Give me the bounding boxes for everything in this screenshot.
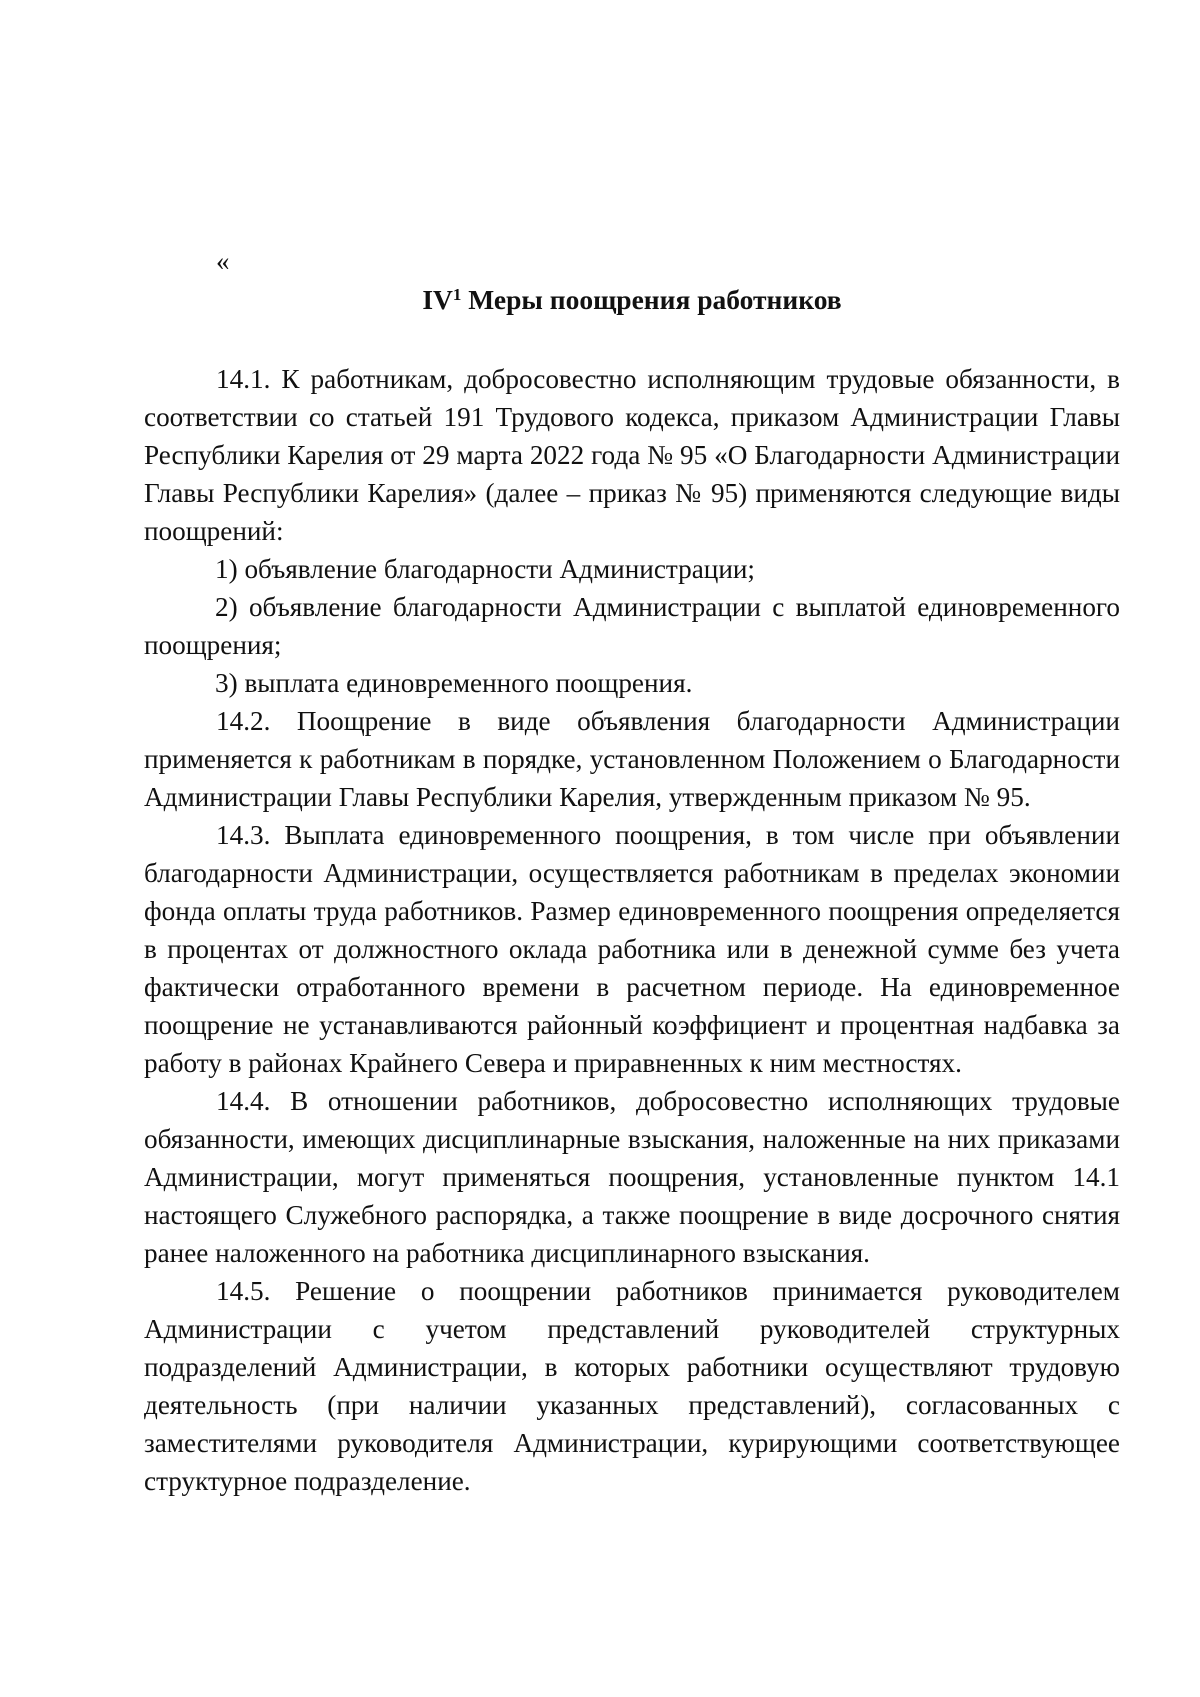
section-title [144, 282, 1120, 318]
paragraph-14-1: 14.1. К работникам, добросовестно исполняющим трудовые обязанности, в соответствии со статьей 191 Трудового кодекса, приказом Администрации Главы Республики Карелия от 29 марта 2022 года № 95 «О Благодарности Администрации Главы Республики Карелия» (далее – приказ № 95) применяются следующие виды поощрений: [144, 364, 1120, 546]
list-item-2: 2) объявление благодарности Администрации с выплатой единовременного поощрения; [144, 592, 1120, 660]
section-title-text: Меры поощрения работников [461, 284, 842, 315]
document-body [144, 360, 1120, 1500]
paragraph-14-4: 14.4. В отношении работников, добросовестно исполняющих трудовые обязанности, имеющих дисциплинарные взыскания, наложенные на них приказами Администрации, могут применяться поощрения, установленные пунктом 14.1 настоящего Служебного распорядка, а также поощрение в виде досрочного снятия ранее наложенного на работника дисциплинарного взыскания. [144, 1086, 1120, 1268]
paragraph-14-5: 14.5. Решение о поощрении работников принимается руководителем Администрации с учетом представлений руководителей структурных подразделений Администрации, в которых работники осуществляют трудовую деятельность (при наличии указанных представлений), согласованных с заместителями руководителя Администрации, курирующими соответствующее структурное подразделение. [144, 1276, 1120, 1496]
section-title-prefix: IV [422, 284, 453, 315]
section-title-superscript: 1 [452, 285, 462, 304]
paragraph-14-2: 14.2. Поощрение в виде объявления благодарности Администрации применяется к работникам в порядке, установленном Положением о Благодарности Администрации Главы Республики Карелия, утвержденным приказом № 95. [144, 706, 1120, 812]
list-item-1: 1) объявление благодарности Администрации; [215, 554, 755, 584]
opening-quote-mark: « [216, 246, 230, 276]
paragraph-14-3: 14.3. Выплата единовременного поощрения, в том числе при объявлении благодарности Администрации, осуществляется работникам в пределах экономии фонда оплаты труда работников. Размер единовременного поощрения определяется в процентах от должностного оклада работника или в денежной сумме без учета фактически отработанного времени в расчетном периоде. На единовременное поощрение не устанавливаются районный коэффициент и процентная надбавка за работу в районах Крайнего Севера и приравненных к ним местностях. [144, 820, 1120, 1078]
list-item-3: 3) выплата единовременного поощрения. [215, 668, 693, 698]
